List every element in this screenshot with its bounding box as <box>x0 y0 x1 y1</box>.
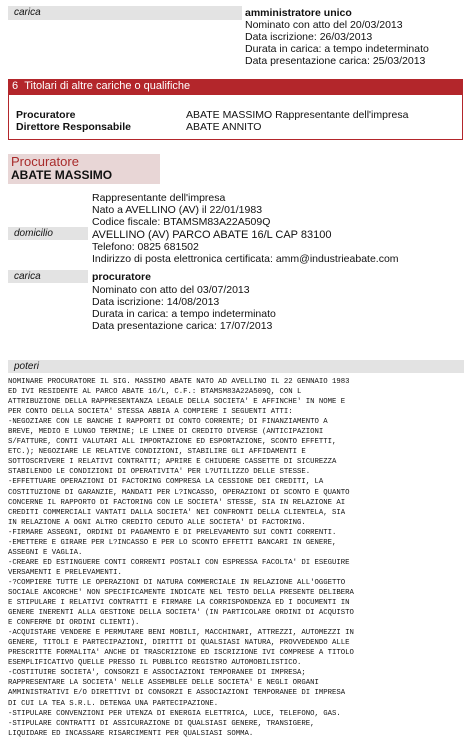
poteri-line: GENERE, TITOLI E PARTECIPAZIONI, DIRITTI DI QUALSIASI NATURA, PROVVEDENDO ALLE <box>8 639 350 648</box>
poteri-line: -STIPULARE CONVENZIONI PER UTENZA DI ENERGIA ELETTRICA, LUCE, TELEFONO, GAS. <box>8 709 341 718</box>
poteri-line: DI CUI LA TEA S.R.L. DETENGA UNA PARTECIPAZIONE. <box>8 699 219 708</box>
top-line-4: Data presentazione carica: 25/03/2013 <box>245 55 426 67</box>
section-title: Titolari di altre cariche o qualifiche <box>24 80 191 92</box>
poteri-line: PER CONTO DELLA SOCIETA' STESSA ABBIA A COMPIERE I SEGUENTI ATTI: <box>8 408 293 417</box>
poteri-line: LIQUIDARE ED INCASSARE RISARCIMENTI PER QUALSIASI SOMMA. <box>8 729 254 738</box>
poteri-line: AMMINISTRATIVI E/O DIRETTIVI DI CONSORZI E ASSOCIAZIONI TEMPORANEE DI IMPRESA <box>8 689 346 698</box>
section6-name-2: ABATE ANNITO <box>186 121 262 133</box>
poteri-line: -EFFETTUARE OPERAZIONI DI FACTORING COMPRESA LA CESSIONE DEI CREDITI, LA <box>8 478 324 487</box>
person-info-3: Codice fiscale: BTAMSM83A22A509Q <box>92 216 271 228</box>
poteri-line: IN RELAZIONE A OGNI ALTRO CREDITO CEDUTO ALLE SOCIETA' DI FACTORING. <box>8 518 306 527</box>
domicilio-label: domicilio <box>8 227 88 240</box>
poteri-line: -STIPULARE CONTRATTI DI ASSICURAZIONE DI QUALSIASI GENERE, TRANSIGERE, <box>8 719 315 728</box>
section6-role-2: Direttore Responsabile <box>16 121 131 133</box>
poteri-line: -CREARE ED ESTINGUERE CONTI CORRENTI POSTALI CON ESPRESSA FACOLTA' DI ESEGUIRE <box>8 558 350 567</box>
carica-line-4: Data presentazione carica: 17/07/2013 <box>92 320 273 332</box>
poteri-line: NOMINARE PROCURATORE IL SIG. MASSIMO ABATE NATO AD AVELLINO IL 22 GENNAIO 1983 <box>8 378 350 386</box>
poteri-line: STABILENDO LE CONDIZIONI DI OPERATIVITA' PER L?UTILIZZO DELLE STESSE. <box>8 468 311 477</box>
top-line-2: Data iscrizione: 26/03/2013 <box>245 31 373 43</box>
person-heading-role: Procuratore <box>11 154 79 169</box>
poteri-line: -EMETTERE E GIRARE PER L?INCASSO E PER LO SCONTO EFFETTI BANCARI IN GENERE, <box>8 538 337 547</box>
domicilio-line-2: Telefono: 0825 681502 <box>92 241 199 253</box>
poteri-line: CONCERNE IL RAPPORTO DI FACTORING CON LE SOCIETA' STESSE, SIA IN RELAZIONE AI <box>8 498 346 507</box>
poteri-line: -?COMPIERE TUTTE LE OPERAZIONI DI NATURA COMMERCIALE IN RELAZIONE ALL'OGGETTO <box>8 578 346 587</box>
poteri-label: poteri <box>8 360 464 373</box>
top-line-1: Nominato con atto del 20/03/2013 <box>245 19 403 31</box>
poteri-line: ESEMPLIFICATIVO QUELLE PRESSO IL PUBBLICO REGISTRO AUTOMOBILISTICO. <box>8 659 302 668</box>
poteri-line: VERSAMENTI E PRELEVAMENTI. <box>8 568 122 577</box>
poteri-line: ATTRIBUZIONE DELLA RAPPRESENTANZA LEGALE DELLA SOCIETA' E AFFINCHE' IN NOME E <box>8 398 346 407</box>
domicilio-line-3: Indirizzo di posta elettronica certificata: amm@industrieabate.com <box>92 253 399 265</box>
poteri-line: -COSTITUIRE SOCIETA', CONSORZI E ASSOCIAZIONI TEMPORANEE DI IMPRESA; <box>8 669 306 678</box>
person-info-2: Nato a AVELLINO (AV) il 22/01/1983 <box>92 204 263 216</box>
carica-label: carica <box>8 6 242 20</box>
section-number: 6 <box>12 80 19 92</box>
section6-name-1: ABATE MASSIMO Rappresentante dell'impresa <box>186 109 409 121</box>
carica-line-3: Durata in carica: a tempo indeterminato <box>92 308 276 320</box>
poteri-line: PRESCRITTE FORMALITA' ANCHE DI TRASCRIZIONE ED ISCRIZIONE IVI COMPRESE A TITOLO <box>8 649 354 658</box>
poteri-text <box>8 377 464 739</box>
poteri-line: CREDITI COMMERCIALI VANTATI DALLA SOCIETA' NEI CONFRONTI DELLA CLIENTELA, SIA <box>8 508 346 517</box>
poteri-line: SOTTOSCRIVERE I RELATIVI CONTRATTI; APRIRE E CHIUDERE CASSETTE DI SICUREZZA <box>8 458 337 467</box>
poteri-line: RAPPRESENTARE LA SOCIETA' NELLE ASSEMBLEE DELLE SOCIETA' E NEGLI ORGANI <box>8 679 319 688</box>
carica-line-1: Nominato con atto del 03/07/2013 <box>92 284 250 296</box>
poteri-line: SOCIALE ANCORCHE' NON SPECIFICAMENTE INDICATE NEL TESTO DELLA PRESENTE DELIBERA <box>8 588 354 597</box>
carica-label-2: carica <box>8 270 88 283</box>
poteri-line: S/FATTURE, CONTI VALUTARI ALL IMPORTAZIONE ED ESPORTAZIONE, SCONTO EFFETTI, <box>8 438 337 447</box>
poteri-line: E CONFERME DI ORDINI CLIENTI). <box>8 619 140 628</box>
poteri-line: BREVE, MEDIO E LUNGO TERMINE; LE LINEE DI CREDITO DIVERSE (ANTICIPAZIONI <box>8 428 324 437</box>
section-6-header <box>8 79 463 94</box>
poteri-line: ASSEGNI E VAGLIA. <box>8 548 83 557</box>
poteri-line: -NEGOZIARE CON LE BANCHE I RAPPORTI DI CONTO CORRENTE; DI FINANZIAMENTO A <box>8 418 328 427</box>
role-amministratore: amministratore unico <box>245 7 352 19</box>
poteri-line: COSTITUZIONE DI GARANZIE, MANDATI PER L?INCASSO, OPERAZIONI DI SCONTO E QUANTO <box>8 488 350 497</box>
poteri-line: E STIPULARE I RELATIVI CONTRATTI E FIRMARE LA CORRISPONDENZA ED I DOCUMENTI IN <box>8 599 350 608</box>
carica-line-2: Data iscrizione: 14/08/2013 <box>92 296 220 308</box>
domicilio-line-1: AVELLINO (AV) PARCO ABATE 16/L CAP 83100 <box>92 229 332 241</box>
poteri-line: -FIRMARE ASSEGNI, ORDINI DI PAGAMENTO E DI PRELEVAMENTO SUI CONTI CORRENTI. <box>8 528 337 537</box>
top-line-3: Durata in carica: a tempo indeterminato <box>245 43 429 55</box>
person-heading-name: ABATE MASSIMO <box>11 168 113 182</box>
poteri-line: GENERE INERENTI ALLA GESTIONE DELLA SOCIETA' (IN PARTICOLARE ORDINI DI ACQUISTO <box>8 609 354 618</box>
section6-role-1: Procuratore <box>16 109 76 121</box>
poteri-line: -ACQUISTARE VENDERE E PERMUTARE BENI MOBILI, MACCHINARI, ATTREZZI, AUTOMEZZI IN <box>8 629 354 638</box>
person-info-1: Rappresentante dell'impresa <box>92 192 226 204</box>
carica-role-procuratore: procuratore <box>92 271 151 283</box>
poteri-line: ED IVI RESIDENTE AL PARCO ABATE 16/L, C.F.: BTAMSM83A22A509Q, CON L <box>8 388 302 397</box>
poteri-line: ETC.); NEGOZIARE LE RELATIVE CONDIZIONI, STABILIRE GLI AFFIDAMENTI E <box>8 448 306 457</box>
